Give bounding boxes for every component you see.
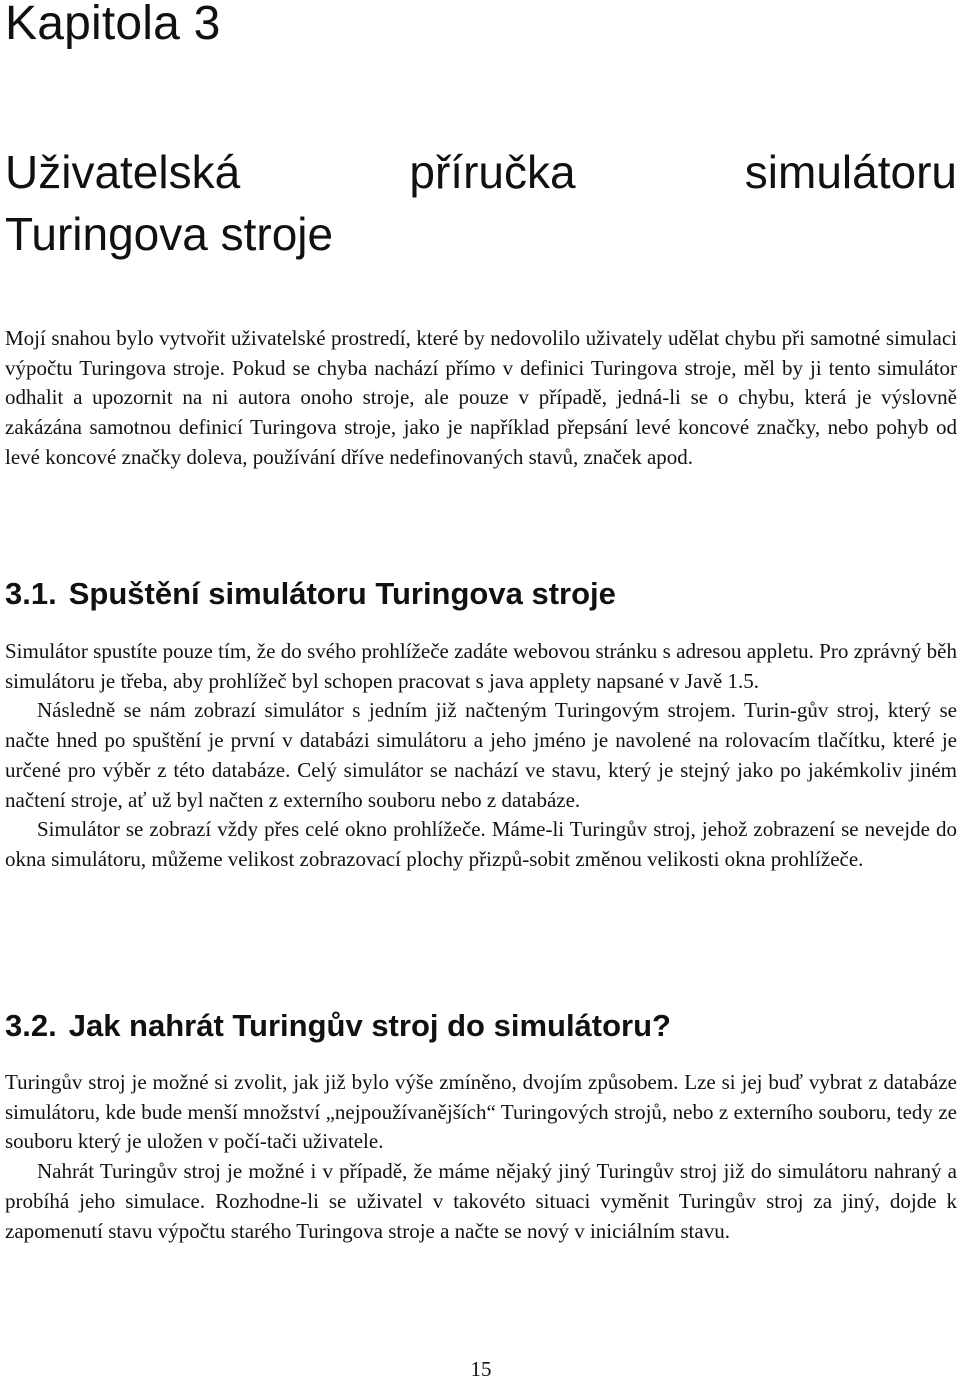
section-title: Jak nahrát Turingův stroj do simulátoru? bbox=[68, 1008, 671, 1043]
intro-paragraph: Mojí snahou bylo vytvořit uživatelské prostredí, které by nedovolilo uživately udělat chybu při samotné simulaci výpočtu Turingova stroje. Pokud se chyba nachází přímo v definici Turingova stroje, měl by ji tento simulátor odhalit a upozornit na ni autora onoho stroje, ale pouze v případě, jedná-li se o chybu, která je výslovně zakázána samotnou definicí Turingova stroje, jako je například přepsání levé koncové značky, nebo pohyb od levé koncové značky doleva, používání dříve nedefinovaných stavů, značek apod. bbox=[5, 326, 957, 469]
page-number: 15 bbox=[470, 1357, 492, 1381]
chapter-title-word: příručka bbox=[409, 146, 576, 198]
paragraph: Následně se nám zobrazí simulátor s jedním již načteným Turingovým strojem. Turin-gův stroj, který se načte hned po spuštění je první v databázi simulátoru a jeho jméno je navolené na rolovacím tlačítku, které je určené pro výběr z této databáze. Celý simulátor se nachází ve stavu, který je stejný jako po jakémkoliv jiném načtení stroje, ať už byl načten z externího souboru nebo z databáze. bbox=[5, 698, 957, 812]
section-title: Spuštění simulátoru Turingova stroje bbox=[68, 576, 616, 611]
section-3-2-body bbox=[5, 1068, 957, 1246]
document-page bbox=[5, 0, 957, 1387]
chapter-title-word: Uživatelská bbox=[5, 146, 241, 198]
paragraph: Simulátor se zobrazí vždy přes celé okno prohlížeče. Máme-li Turingův stroj, jehož zobrazení se nevejde do okna simulátoru, můžeme velikost zobrazovací plochy přizpů-sobit změnou velikosti okna prohlížeče. bbox=[5, 817, 957, 871]
paragraph: Turingův stroj je možné si zvolit, jak již bylo výše zmíněno, dvojím způsobem. Lze si jej buď vybrat z databáze simulátoru, kde bude menší množství „nejpoužívanějších“ Turingových strojů, nebo z externího souboru, tedy ze souboru který je uložen v počí-tači uživatele. bbox=[5, 1070, 957, 1154]
section-number: 3.2. bbox=[5, 1008, 57, 1043]
section-3-1-body bbox=[5, 637, 957, 875]
paragraph: Simulátor spustíte pouze tím, že do svého prohlížeče zadáte webovou stránku s adresou appletu. Pro zprávný běh simulátoru je třeba, aby prohlížeč byl schopen pracovat s java applety napsané v Javě 1.5. bbox=[5, 639, 957, 693]
chapter-title-line2: Turingova stroje bbox=[5, 208, 334, 260]
section-heading-3-2 bbox=[5, 1008, 671, 1044]
chapter-label: Kapitola 3 bbox=[5, 0, 221, 50]
chapter-title-word: simulátoru bbox=[744, 146, 957, 198]
section-number: 3.1. bbox=[5, 576, 57, 611]
section-heading-3-1 bbox=[5, 576, 616, 612]
paragraph: Nahrát Turingův stroj je možné i v případě, že máme nějaký jiný Turingův stroj již do simulátoru nahraný a probíhá jeho simulace. Rozhodne-li se uživatel v takovéto situaci vyměnit Turingův stroj za jiný, dojde k zapomenutí stavu výpočtu starého Turingova stroje a načte se nový v iniciálním stavu. bbox=[5, 1159, 957, 1243]
intro-section bbox=[5, 324, 957, 473]
chapter-title bbox=[5, 141, 957, 265]
chapter-title-line1 bbox=[5, 141, 957, 203]
